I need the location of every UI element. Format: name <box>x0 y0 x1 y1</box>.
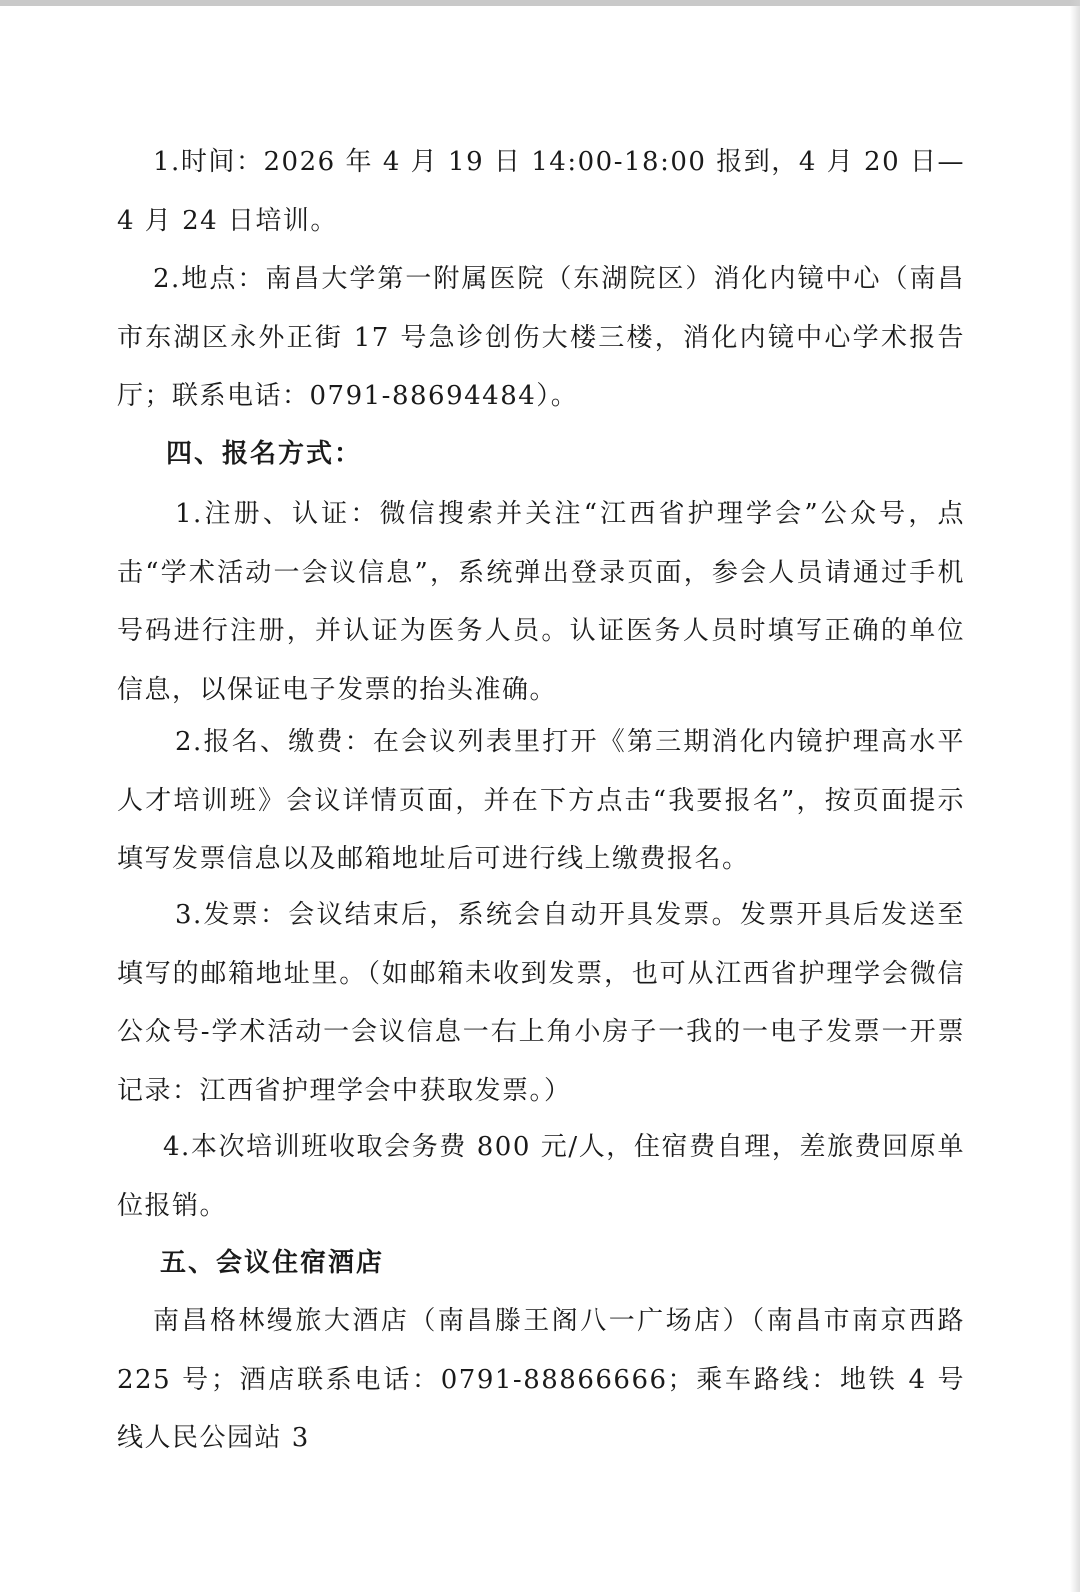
section-4-item-3: 3.发票：会议结束后，系统会自动开具发票。发票开具后发送至填写的邮箱地址里。（如邮箱未收到发票，也可从江西省护理学会微信公众号-学术活动一会议信息一右上角小房子一我的一电子发票一开票记录：江西省护理学会中获取发票。） <box>117 900 965 1106</box>
section-5-heading: 五、会议住宿酒店 <box>160 1248 385 1278</box>
section-4-item-4: 4.本次培训班收取会务费 800 元/人，住宿费自理，差旅费回原单位报销。 <box>117 1132 965 1221</box>
section-4-item-2: 2.报名、缴费：在会议列表里打开《第三期消化内镜护理高水平人才培训班》会议详情页面，并在下方点击“我要报名”，按页面提示填写发票信息以及邮箱地址后可进行线上缴费报名。 <box>117 727 965 874</box>
item-time: 1.时间：2026 年 4 月 19 日 14:00-18:00 报到，4 月 20 日—4 月 24 日培训。 <box>117 147 965 236</box>
section-4-item-1: 1.注册、认证：微信搜索并关注“江西省护理学会”公众号，点击“学术活动一会议信息”，系统弹出登录页面，参会人员请通过手机号码进行注册，并认证为医务人员。认证医务人员时填写正确的单位信息，以保证电子发票的抬头准确。 <box>117 499 965 705</box>
item-place: 2.地点：南昌大学第一附属医院（东湖院区）消化内镜中心（南昌市东湖区永外正街 17 号急诊创伤大楼三楼，消化内镜中心学术报告厅；联系电话：0791-88694484）。 <box>117 264 965 411</box>
section-5-hotel: 南昌格林缦旅大酒店（南昌滕王阁八一广场店）（南昌市南京西路 225 号；酒店联系电话：0791-88866666；乘车路线：地铁 4 号线人民公园站 3 <box>117 1306 965 1453</box>
section-4-heading: 四、报名方式： <box>166 439 363 469</box>
page-right-shadow <box>1070 0 1080 1592</box>
